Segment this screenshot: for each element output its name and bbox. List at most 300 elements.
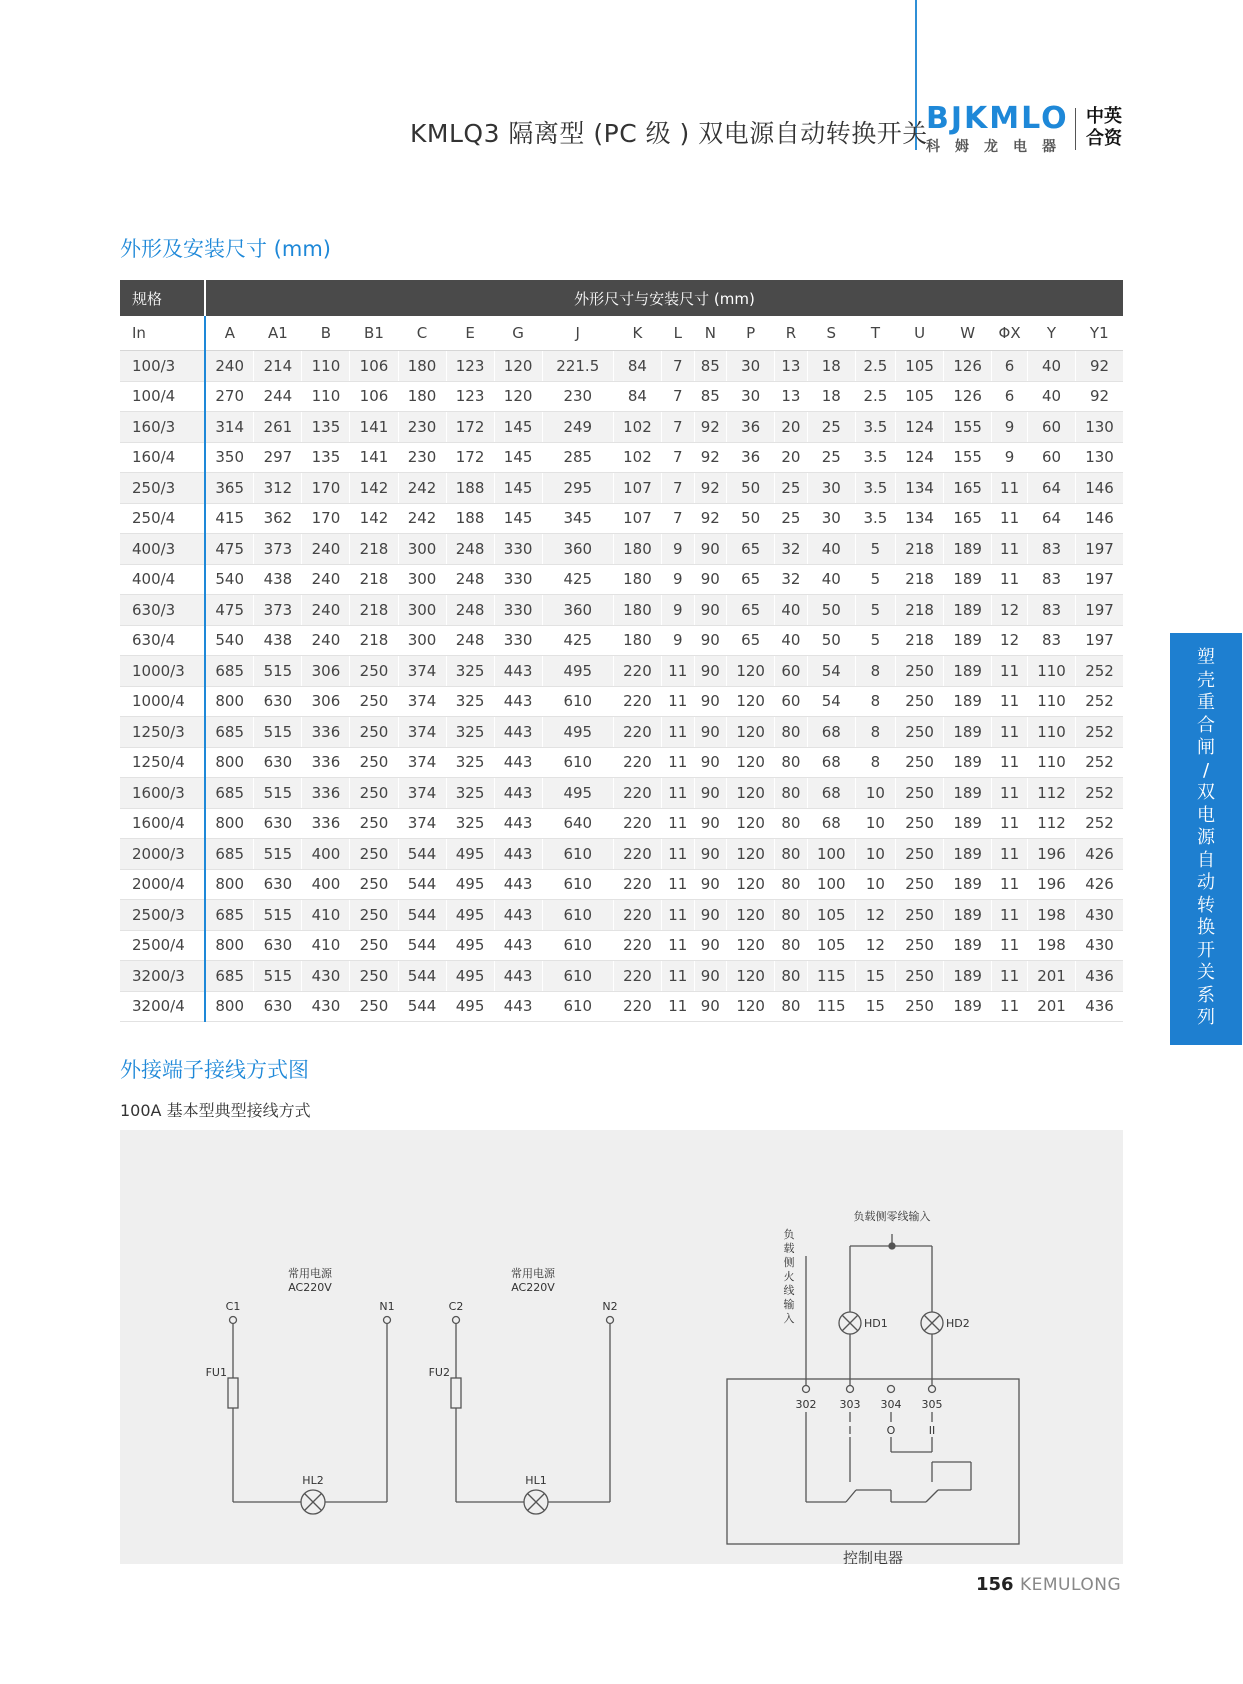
c1-terminal-icon — [230, 1317, 237, 1324]
table-cell: 360 — [542, 534, 613, 565]
table-cell: 443 — [494, 747, 542, 778]
spec-cell: 1000/3 — [120, 656, 205, 687]
table-cell: 11 — [661, 961, 694, 992]
table-cell: 102 — [613, 442, 661, 473]
spec-cell: 2000/4 — [120, 869, 205, 900]
table-cell: 300 — [398, 534, 446, 565]
table-cell: 475 — [205, 534, 254, 565]
table-cell: 105 — [807, 900, 855, 931]
logo-badge-line2: 合资 — [1086, 128, 1122, 149]
table-cell: 20 — [775, 412, 808, 443]
table-cell: 90 — [694, 900, 727, 931]
table-cell: 2.5 — [855, 381, 895, 412]
table-row — [120, 961, 1123, 992]
table-cell: 374 — [398, 778, 446, 809]
table-cell: 90 — [694, 778, 727, 809]
table-cell: 135 — [302, 442, 350, 473]
table-cell: 685 — [205, 900, 254, 931]
table-cell: 8 — [855, 656, 895, 687]
spec-cell: 2500/3 — [120, 900, 205, 931]
column-header-4: B1 — [350, 316, 398, 351]
table-cell: 11 — [992, 930, 1028, 961]
table-cell: 196 — [1027, 869, 1075, 900]
table-cell: 11 — [661, 991, 694, 1022]
table-cell: 40 — [1027, 351, 1075, 382]
table-cell: 90 — [694, 839, 727, 870]
column-header-12: P — [727, 316, 775, 351]
table-cell: 250 — [350, 900, 398, 931]
table-cell: 110 — [1027, 656, 1075, 687]
table-cell: 9 — [992, 442, 1028, 473]
column-header-6: E — [446, 316, 494, 351]
table-cell: 92 — [694, 503, 727, 534]
table-cell: 115 — [807, 991, 855, 1022]
table-cell: 218 — [350, 595, 398, 626]
table-cell: 15 — [855, 991, 895, 1022]
table-cell: 240 — [302, 534, 350, 565]
table-cell: 90 — [694, 717, 727, 748]
neutral-input-label: 负载侧零线输入 — [853, 1210, 931, 1223]
table-cell: 83 — [1027, 564, 1075, 595]
table-cell: 495 — [542, 778, 613, 809]
table-cell: 189 — [944, 991, 992, 1022]
table-cell: 65 — [727, 534, 775, 565]
column-header-18: ΦX — [992, 316, 1028, 351]
table-cell: 198 — [1027, 930, 1075, 961]
table-cell: 90 — [694, 747, 727, 778]
table-cell: 83 — [1027, 595, 1075, 626]
table-cell: 300 — [398, 595, 446, 626]
table-cell: 515 — [254, 778, 302, 809]
spec-cell: 1600/3 — [120, 778, 205, 809]
table-cell: 800 — [205, 686, 254, 717]
table-cell: 68 — [807, 778, 855, 809]
table-cell: 218 — [350, 534, 398, 565]
table-cell: 110 — [302, 381, 350, 412]
hd1-label: HD1 — [864, 1317, 888, 1330]
spec-cell: 1000/4 — [120, 686, 205, 717]
table-cell: 336 — [302, 778, 350, 809]
table-cell: 3.5 — [855, 503, 895, 534]
table-cell: 120 — [727, 686, 775, 717]
table-cell: 300 — [398, 564, 446, 595]
table-cell: 336 — [302, 747, 350, 778]
table-cell: 250 — [896, 961, 944, 992]
table-cell: 123 — [446, 351, 494, 382]
spec-cell: 1600/4 — [120, 808, 205, 839]
table-cell: 425 — [542, 625, 613, 656]
table-cell: 240 — [302, 625, 350, 656]
table-cell: 800 — [205, 808, 254, 839]
table-cell: 325 — [446, 747, 494, 778]
table-cell: 11 — [661, 717, 694, 748]
column-header-8: J — [542, 316, 613, 351]
table-cell: 325 — [446, 686, 494, 717]
table-cell: 134 — [896, 473, 944, 504]
table-cell: 610 — [542, 869, 613, 900]
table-cell: 13 — [775, 351, 808, 382]
table-cell: 8 — [855, 686, 895, 717]
table-cell: 189 — [944, 869, 992, 900]
terminal-302-icon — [803, 1386, 810, 1393]
table-cell: 170 — [302, 503, 350, 534]
table-cell: 40 — [807, 564, 855, 595]
table-cell: 30 — [727, 381, 775, 412]
column-header-9: K — [613, 316, 661, 351]
table-cell: 248 — [446, 534, 494, 565]
table-cell: 544 — [398, 869, 446, 900]
table-cell: 544 — [398, 991, 446, 1022]
table-cell: 6 — [992, 381, 1028, 412]
table-cell: 630 — [254, 930, 302, 961]
table-cell: 8 — [855, 747, 895, 778]
table-cell: 220 — [613, 747, 661, 778]
table-cell: 250 — [350, 839, 398, 870]
table-cell: 100 — [807, 869, 855, 900]
table-cell: 102 — [613, 412, 661, 443]
table-cell: 230 — [398, 412, 446, 443]
table-cell: 83 — [1027, 625, 1075, 656]
table-cell: 250 — [896, 930, 944, 961]
spec-cell: 2000/3 — [120, 839, 205, 870]
table-cell: 252 — [1076, 808, 1123, 839]
table-cell: 180 — [398, 351, 446, 382]
n2-terminal-label: N2 — [602, 1300, 618, 1313]
table-cell: 610 — [542, 991, 613, 1022]
c1-voltage-label: AC220V — [288, 1281, 332, 1294]
table-cell: 145 — [494, 473, 542, 504]
table-row — [120, 808, 1123, 839]
table-cell: 130 — [1076, 442, 1123, 473]
table-cell: 90 — [694, 625, 727, 656]
table-cell: 201 — [1027, 991, 1075, 1022]
column-header-13: R — [775, 316, 808, 351]
table-cell: 11 — [661, 686, 694, 717]
table-cell: 80 — [775, 808, 808, 839]
table-cell: 12 — [855, 900, 895, 931]
table-cell: 30 — [807, 473, 855, 504]
logo-badge — [1086, 106, 1122, 150]
table-cell: 3.5 — [855, 412, 895, 443]
table-cell: 80 — [775, 747, 808, 778]
table-cell: 90 — [694, 961, 727, 992]
table-cell: 250 — [896, 717, 944, 748]
table-cell: 189 — [944, 961, 992, 992]
table-cell: 11 — [992, 900, 1028, 931]
spec-cell: 250/3 — [120, 473, 205, 504]
table-cell: 415 — [205, 503, 254, 534]
n2-terminal-icon — [607, 1317, 614, 1324]
table-cell: 436 — [1076, 961, 1123, 992]
table-cell: 220 — [613, 778, 661, 809]
table-cell: 126 — [944, 381, 992, 412]
table-cell: 443 — [494, 778, 542, 809]
table-cell: 36 — [727, 442, 775, 473]
table-cell: 11 — [992, 503, 1028, 534]
terminal-302-label: 302 — [795, 1398, 817, 1411]
table-cell: 495 — [446, 869, 494, 900]
table-cell: 250 — [896, 656, 944, 687]
table-cell: 9 — [661, 564, 694, 595]
table-cell: 544 — [398, 961, 446, 992]
table-cell: 180 — [398, 381, 446, 412]
table-cell: 105 — [807, 930, 855, 961]
table-cell: 50 — [727, 503, 775, 534]
table-row — [120, 900, 1123, 931]
table-row — [120, 869, 1123, 900]
table-cell: 250 — [896, 900, 944, 931]
table-cell: 250 — [896, 747, 944, 778]
table-cell: 800 — [205, 869, 254, 900]
terminal-303-label: 303 — [839, 1398, 861, 1411]
table-cell: 11 — [992, 839, 1028, 870]
table-cell: 92 — [1076, 381, 1123, 412]
table-cell: 11 — [661, 656, 694, 687]
table-cell: 250 — [896, 778, 944, 809]
table-cell: 188 — [446, 503, 494, 534]
table-cell: 32 — [775, 534, 808, 565]
table-cell: 11 — [661, 808, 694, 839]
table-cell: 250 — [896, 869, 944, 900]
table-cell: 120 — [727, 747, 775, 778]
table-cell: 189 — [944, 564, 992, 595]
column-header-1: A — [205, 316, 254, 351]
spec-cell: 1250/3 — [120, 717, 205, 748]
table-cell: 11 — [992, 473, 1028, 504]
table-cell: 373 — [254, 534, 302, 565]
column-header-20: Y1 — [1076, 316, 1123, 351]
table-cell: 800 — [205, 991, 254, 1022]
table-cell: 197 — [1076, 534, 1123, 565]
table-cell: 170 — [302, 473, 350, 504]
table-cell: 800 — [205, 747, 254, 778]
table-cell: 240 — [302, 564, 350, 595]
terminal-304-label: 304 — [880, 1398, 902, 1411]
table-cell: 54 — [807, 686, 855, 717]
table-cell: 90 — [694, 534, 727, 565]
table-cell: 443 — [494, 686, 542, 717]
table-cell: 218 — [896, 595, 944, 626]
table-cell: 90 — [694, 686, 727, 717]
spec-cell: 2500/4 — [120, 930, 205, 961]
table-cell: 374 — [398, 808, 446, 839]
table-cell: 250 — [350, 778, 398, 809]
table-cell: 106 — [350, 351, 398, 382]
table-cell: 610 — [542, 900, 613, 931]
table-cell: 300 — [398, 625, 446, 656]
table-cell: 15 — [855, 961, 895, 992]
table-cell: 248 — [446, 595, 494, 626]
table-cell: 630 — [254, 991, 302, 1022]
table-cell: 25 — [775, 503, 808, 534]
column-header-5: C — [398, 316, 446, 351]
table-cell: 11 — [661, 747, 694, 778]
position-i-label: I — [848, 1424, 852, 1437]
table-cell: 126 — [944, 351, 992, 382]
table-cell: 495 — [446, 930, 494, 961]
table-cell: 7 — [661, 442, 694, 473]
table-cell: 250 — [896, 839, 944, 870]
table-cell: 120 — [727, 839, 775, 870]
table-cell: 145 — [494, 412, 542, 443]
table-cell: 124 — [896, 442, 944, 473]
table-cell: 80 — [775, 839, 808, 870]
table-row — [120, 717, 1123, 748]
table-cell: 12 — [992, 625, 1028, 656]
table-cell: 107 — [613, 473, 661, 504]
table-cell: 10 — [855, 869, 895, 900]
table-cell: 374 — [398, 656, 446, 687]
table-cell: 9 — [661, 625, 694, 656]
table-cell: 135 — [302, 412, 350, 443]
table-row — [120, 503, 1123, 534]
table-cell: 30 — [807, 503, 855, 534]
table-cell: 80 — [775, 869, 808, 900]
table-cell: 189 — [944, 808, 992, 839]
table-cell: 270 — [205, 381, 254, 412]
table-cell: 218 — [896, 534, 944, 565]
table-cell: 142 — [350, 473, 398, 504]
table-cell: 120 — [727, 900, 775, 931]
table-cell: 120 — [727, 991, 775, 1022]
table-cell: 475 — [205, 595, 254, 626]
table-cell: 250 — [350, 808, 398, 839]
table-cell: 261 — [254, 412, 302, 443]
table-cell: 495 — [542, 656, 613, 687]
table-cell: 244 — [254, 381, 302, 412]
table-cell: 189 — [944, 930, 992, 961]
table-cell: 189 — [944, 625, 992, 656]
table-cell: 11 — [661, 839, 694, 870]
table-cell: 80 — [775, 717, 808, 748]
table-cell: 400 — [302, 869, 350, 900]
table-cell: 443 — [494, 900, 542, 931]
table-cell: 7 — [661, 412, 694, 443]
table-cell: 220 — [613, 930, 661, 961]
table-cell: 12 — [855, 930, 895, 961]
table-cell: 250 — [350, 747, 398, 778]
table-cell: 110 — [1027, 747, 1075, 778]
table-cell: 180 — [613, 564, 661, 595]
table-cell: 40 — [775, 595, 808, 626]
table-cell: 220 — [613, 991, 661, 1022]
table-cell: 350 — [205, 442, 254, 473]
table-cell: 25 — [807, 442, 855, 473]
table-cell: 410 — [302, 930, 350, 961]
table-cell: 189 — [944, 839, 992, 870]
table-cell: 36 — [727, 412, 775, 443]
logo-badge-line1: 中英 — [1086, 106, 1122, 127]
table-cell: 685 — [205, 961, 254, 992]
table-cell: 180 — [613, 534, 661, 565]
table-cell: 630 — [254, 869, 302, 900]
c1-terminal-label: C1 — [225, 1300, 241, 1313]
table-cell: 189 — [944, 656, 992, 687]
table-cell: 11 — [661, 778, 694, 809]
table-cell: 250 — [350, 961, 398, 992]
table-cell: 68 — [807, 747, 855, 778]
table-cell: 90 — [694, 808, 727, 839]
table-cell: 250 — [350, 717, 398, 748]
table-cell: 443 — [494, 717, 542, 748]
spec-cell: 3200/4 — [120, 991, 205, 1022]
brand-logo — [926, 101, 1071, 156]
table-cell: 20 — [775, 442, 808, 473]
table-cell: 220 — [613, 717, 661, 748]
table-cell: 120 — [494, 381, 542, 412]
column-header-11: N — [694, 316, 727, 351]
table-cell: 365 — [205, 473, 254, 504]
table-cell: 544 — [398, 900, 446, 931]
table-cell: 240 — [205, 351, 254, 382]
table-cell: 50 — [727, 473, 775, 504]
table-cell: 250 — [350, 869, 398, 900]
table-cell: 685 — [205, 717, 254, 748]
table-cell: 3.5 — [855, 442, 895, 473]
table-cell: 92 — [694, 442, 727, 473]
table-cell: 68 — [807, 717, 855, 748]
terminal-305-icon — [929, 1386, 936, 1393]
table-cell: 11 — [992, 869, 1028, 900]
table-cell: 373 — [254, 595, 302, 626]
table-row — [120, 412, 1123, 443]
table-cell: 189 — [944, 747, 992, 778]
table-cell: 220 — [613, 839, 661, 870]
table-row — [120, 686, 1123, 717]
table-cell: 90 — [694, 595, 727, 626]
table-cell: 252 — [1076, 656, 1123, 687]
table-cell: 110 — [1027, 717, 1075, 748]
wiring-diagram — [120, 1130, 1123, 1564]
table-cell: 544 — [398, 930, 446, 961]
table-cell: 123 — [446, 381, 494, 412]
hl2-label: HL2 — [302, 1474, 324, 1487]
table-cell: 230 — [398, 442, 446, 473]
table-cell: 90 — [694, 564, 727, 595]
table-cell: 443 — [494, 961, 542, 992]
table-cell: 155 — [944, 442, 992, 473]
spec-cell: 630/3 — [120, 595, 205, 626]
table-cell: 544 — [398, 839, 446, 870]
table-row — [120, 625, 1123, 656]
table-cell: 65 — [727, 595, 775, 626]
table-cell: 220 — [613, 961, 661, 992]
table-cell: 11 — [992, 564, 1028, 595]
table-cell: 120 — [727, 656, 775, 687]
table-cell: 80 — [775, 961, 808, 992]
table-cell: 495 — [446, 991, 494, 1022]
table-cell: 110 — [1027, 686, 1075, 717]
table-cell: 295 — [542, 473, 613, 504]
page-number: 156 — [976, 1574, 1014, 1595]
table-cell: 495 — [446, 900, 494, 931]
hd2-label: HD2 — [946, 1317, 970, 1330]
table-cell: 325 — [446, 778, 494, 809]
table-cell: 25 — [807, 412, 855, 443]
spec-cell: 160/4 — [120, 442, 205, 473]
table-cell: 92 — [694, 473, 727, 504]
table-cell: 197 — [1076, 564, 1123, 595]
table-cell: 330 — [494, 534, 542, 565]
table-cell: 330 — [494, 564, 542, 595]
table-cell: 248 — [446, 564, 494, 595]
table-cell: 7 — [661, 503, 694, 534]
table-cell: 443 — [494, 930, 542, 961]
table-cell: 443 — [494, 808, 542, 839]
table-cell: 515 — [254, 839, 302, 870]
table-row — [120, 564, 1123, 595]
table-cell: 155 — [944, 412, 992, 443]
